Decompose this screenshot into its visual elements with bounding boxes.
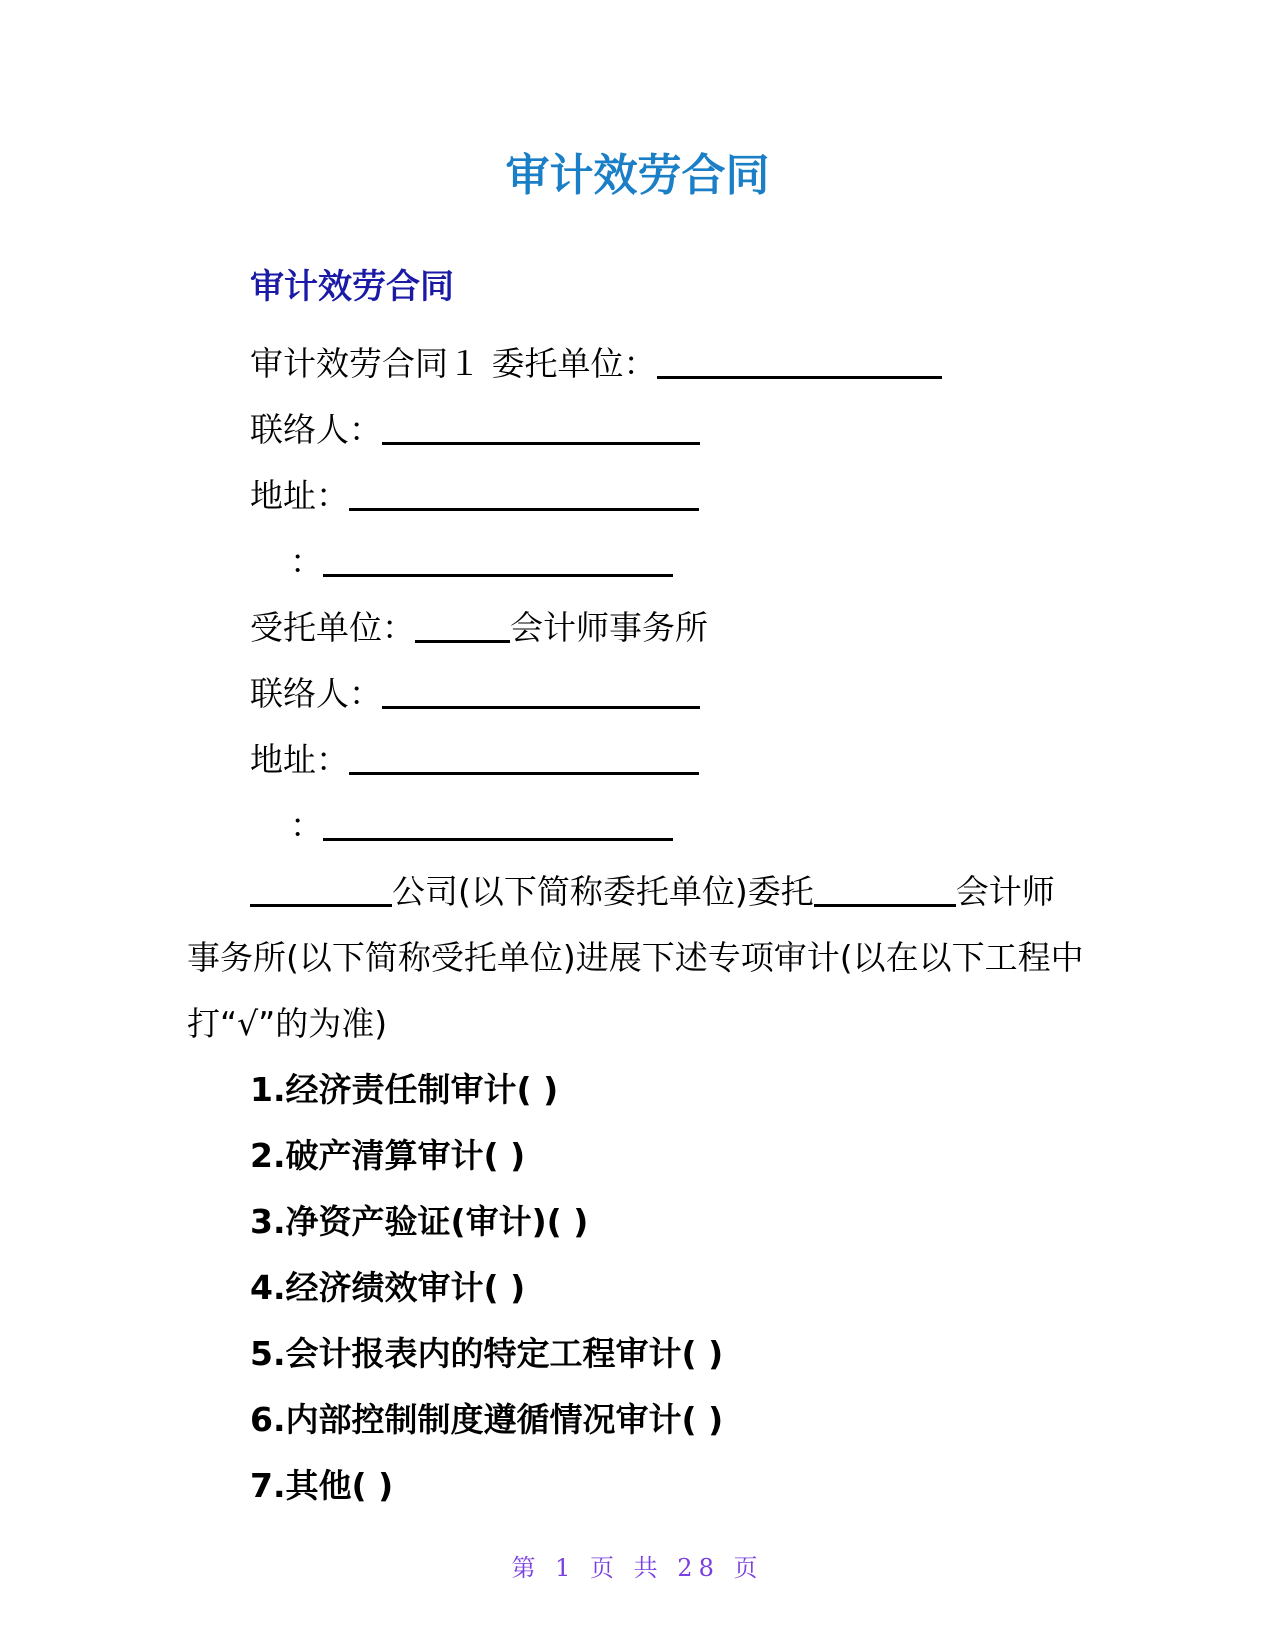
- client-unit-blank: [657, 346, 942, 379]
- document-body: [187, 265, 1087, 1519]
- client-address-blank: [349, 478, 699, 511]
- section-heading: 审计效劳合同: [250, 267, 454, 307]
- audit-item: 5.会计报表内的特定工程审计( ): [250, 1334, 724, 1373]
- agent-unit-line: [250, 595, 1087, 661]
- client-unit-line: [250, 331, 1087, 397]
- company-blank: [250, 874, 392, 907]
- page-footer: 第 1 页 共 28 页: [511, 1554, 764, 1582]
- contract-number-label: 审计效劳合同１: [250, 344, 481, 383]
- firm-blank: [814, 874, 956, 907]
- agent-unit-suffix: 会计师事务所: [510, 608, 708, 647]
- audit-item: 6.内部控制制度遵循情况审计( ): [250, 1400, 724, 1439]
- intro-paragraph: [187, 859, 1087, 1057]
- agent-unit-label: 受托单位：: [250, 608, 415, 647]
- agent-address-label: 地址：: [250, 740, 349, 779]
- agent-address-line: [250, 727, 1087, 793]
- intro-part-1: 公司(以下简称委托单位)委托: [392, 872, 814, 911]
- audit-item: 7.其他( ): [250, 1466, 394, 1505]
- client-contact-line: [250, 397, 1087, 463]
- client-unit-label: 委托单位：: [491, 344, 657, 383]
- agent-contact-label: 联络人：: [250, 674, 382, 713]
- audit-item: 4.经济绩效审计( ): [250, 1268, 526, 1307]
- client-address-label: 地址：: [250, 476, 349, 515]
- audit-item: 2.破产清算审计( ): [250, 1136, 526, 1175]
- client-address-line: [250, 463, 1087, 529]
- agent-contact-line: [250, 661, 1087, 727]
- page-title: 审计效劳合同: [505, 150, 770, 201]
- agent-unit-blank: [415, 610, 510, 643]
- intro-part-2: 会计师事务所(以下简称受托单位)进展下述专项审计(以在以下工程中打“√”的为准): [187, 872, 1084, 1043]
- client-extra-label: ：: [290, 542, 323, 581]
- audit-item: 1.经济责任制审计( ): [250, 1070, 559, 1109]
- agent-extra-line: [290, 793, 1087, 859]
- agent-extra-label: ：: [290, 806, 323, 845]
- client-contact-blank: [382, 412, 700, 445]
- audit-item: 3.净资产验证(审计)( ): [250, 1202, 589, 1241]
- agent-extra-blank: [323, 808, 673, 841]
- agent-contact-blank: [382, 676, 700, 709]
- agent-address-blank: [349, 742, 699, 775]
- client-extra-line: [290, 529, 1087, 595]
- client-extra-blank: [323, 544, 673, 577]
- client-contact-label: 联络人：: [250, 410, 382, 449]
